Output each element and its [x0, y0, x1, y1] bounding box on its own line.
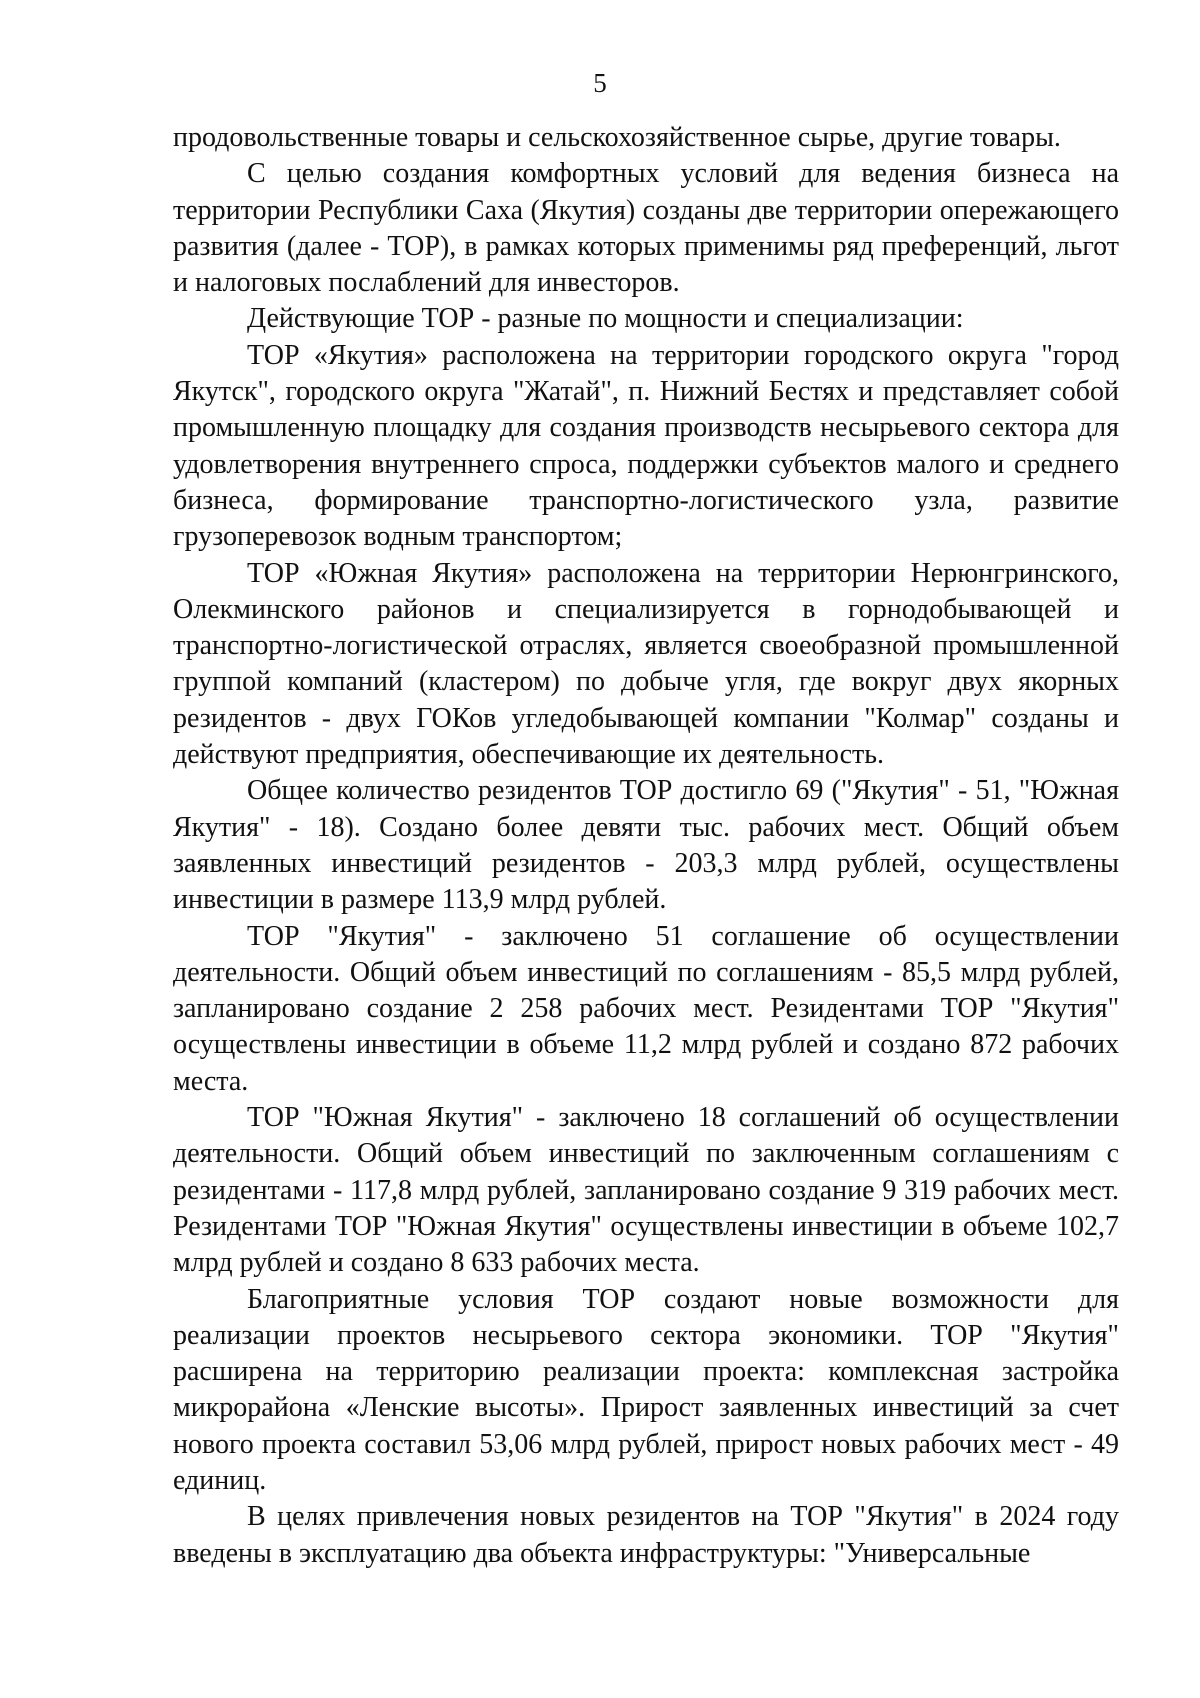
paragraph-tor-yakutia: ТОР «Якутия» расположена на территории городского округа "город Якутск", городского округа "Жатай", п. Нижний Бестях и представляет собой промышленную площадку для создания производств несырьевого сектора для удовлетворения внутреннего спроса, поддержки субъектов малого и среднего бизнеса, формирование транспортно-логистического узла, развитие грузоперевозок водным транспортом;	[173, 339, 1119, 553]
paragraph-residents-total: Общее количество резидентов ТОР достигло 69 ("Якутия" - 51, "Южная Якутия" - 18). Создано более девяти тыс. рабочих мест. Общий объем заявленных инвестиций резидентов - 203,3 млрд рублей, осуществлены инвестиции в размере 113,9 млрд рублей.	[173, 775, 1119, 916]
paragraph-tor-intro: С целью создания комфортных условий для ведения бизнеса на территории Республики Саха (Якутия) созданы две территории опережающего развития (далее - ТОР), в рамках которых применимы ряд преференций, льгот и налоговых послаблений для инвесторов.	[173, 158, 1119, 299]
paragraph-yakutia-agreements: ТОР "Якутия" - заключено 51 соглашение об осуществлении деятельности. Общий объем инвестиций по соглашениям - 85,5 млрд рублей, запланировано создание 2 258 рабочих мест. Резидентами ТОР "Якутия" осуществлены инвестиции в объеме 11,2 млрд рублей и создано 872 рабочих места.	[173, 920, 1119, 1097]
page-number: 5	[593, 68, 607, 98]
document-body	[173, 120, 1119, 1572]
paragraph-south-yakutia-agreements: ТОР "Южная Якутия" - заключено 18 соглашений об осуществлении деятельности. Общий объем инвестиций по заключенным соглашениям с резидентами - 117,8 млрд рублей, запланировано создание 9 319 рабочих мест. Резидентами ТОР "Южная Якутия" осуществлены инвестиции в объеме 102,7 млрд рублей и создано 8 633 рабочих места.	[173, 1102, 1119, 1279]
paragraph-tor-specialization: Действующие ТОР - разные по мощности и специализации:	[247, 303, 964, 335]
paragraph-continuation: продовольственные товары и сельскохозяйственное сырье, другие товары.	[173, 122, 1061, 153]
paragraph-favorable-conditions: Благоприятные условия ТОР создают новые возможности для реализации проектов несырьевого сектора экономики. ТОР "Якутия" расширена на территорию реализации проекта: комплексная застройка микрорайона «Ленские высоты». Прирост заявленных инвестиций за счет нового проекта составил 53,06 млрд рублей, прирост новых рабочих мест - 49 единиц.	[173, 1283, 1119, 1496]
paragraph-new-residents: В целях привлечения новых резидентов на ТОР "Якутия" в 2024 году введены в эксплуатацию два объекта инфраструктуры: "Универсальные	[173, 1501, 1119, 1569]
paragraph-tor-south-yakutia: ТОР «Южная Якутия» расположена на территории Нерюнгринского, Олекминского районов и специализируется в горнодобывающей и транспортно-логистической отраслях, является своеобразной промышленной группой компаний (кластером) по добыче угля, где вокруг двух якорных резидентов - двух ГОКов угледобывающей компании "Колмар" созданы и действуют предприятия, обеспечивающие их деятельность.	[173, 557, 1119, 771]
